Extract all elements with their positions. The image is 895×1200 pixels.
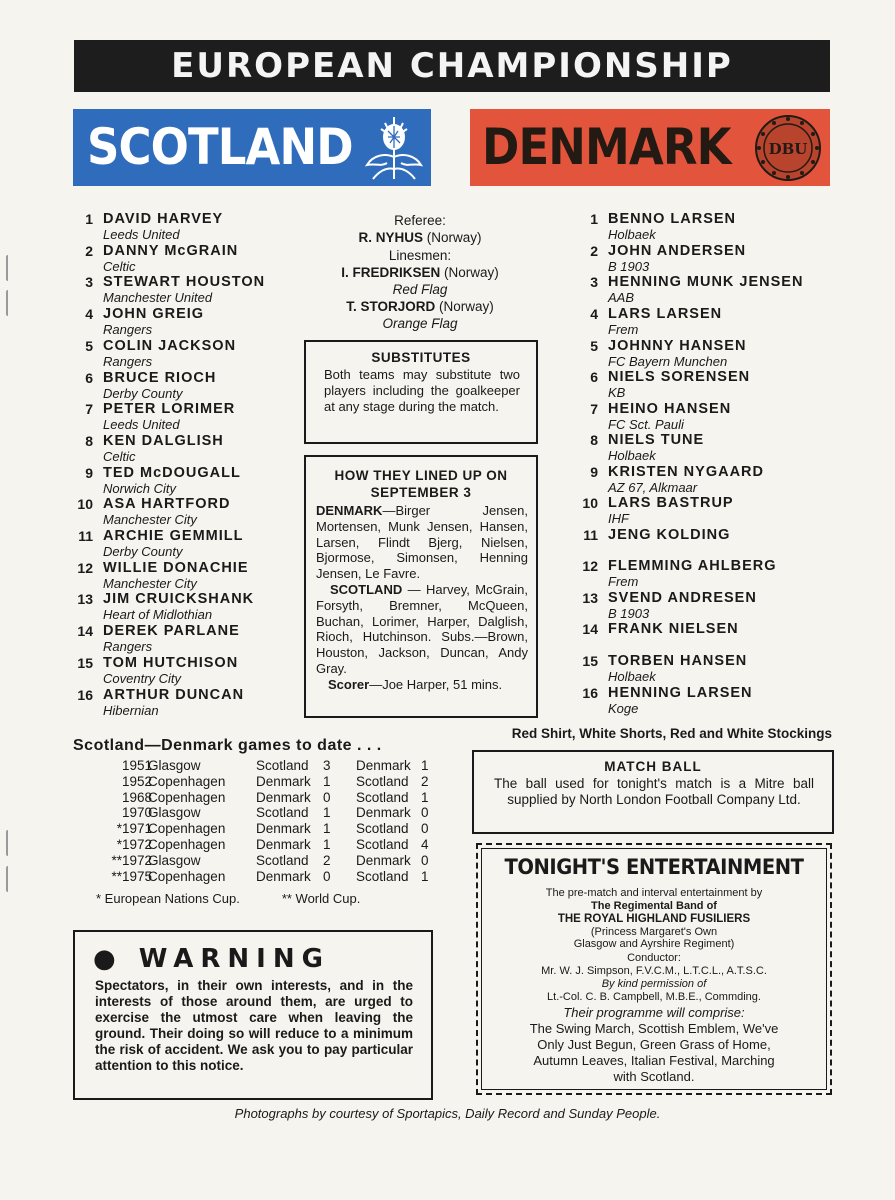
binder-mark (6, 830, 12, 856)
lineups-text: DENMARK—Birger Jensen, Mortensen, Munk Jensen, Hansen, Larsen, Flindt Bjerg, Nielsen, Bjormose, Simonsen, Henning Jensen, Le Favre. SCOTLAND — Harvey, McGrain, Forsyth, Bremner, McQueen, Buchan, Lorimer, Harper, Dalglish, Rioch, Hutchinson. Subs.—Brown, Houston, Jackson, Duncan, Andy Gray. Scorer—Joe Harper, 51 mins. (316, 503, 528, 692)
binder-mark (6, 255, 12, 281)
linesmen-label: Linesmen: (388, 248, 452, 263)
substitutes-title: SUBSTITUTES (371, 350, 471, 365)
player-number: 10 (582, 495, 598, 511)
thistle-icon (363, 113, 425, 183)
player-number: 3 (85, 274, 93, 291)
player-club: Frem (608, 574, 639, 589)
games-cell-year: **1972 (111, 852, 152, 868)
referee: R. NYHUS (Norway) (358, 230, 482, 245)
lineups-box (304, 455, 538, 718)
games-cell-year: *1972 (116, 837, 152, 852)
entertainment-line: Their programme will comprise: (563, 1005, 745, 1020)
entertainment-line: The Swing March, Scottish Emblem, We've (529, 1021, 779, 1036)
games-cell-venue: Glasgow (148, 805, 201, 821)
player-club: Rangers (103, 639, 153, 655)
player-number: 2 (590, 243, 598, 259)
player-name: PETER LORIMER (103, 401, 236, 418)
scotland-label: SCOTLAND (87, 118, 353, 176)
denmark-banner (470, 109, 830, 186)
entertainment-title: TONIGHT'S ENTERTAINMENT (504, 855, 804, 879)
games-cell-year: 1951 (121, 758, 152, 773)
player-number: 8 (85, 432, 93, 449)
linesman-2-flag: Orange Flag (382, 316, 458, 331)
games-cell-home: Scotland (256, 852, 309, 868)
games-cell-away-score: 4 (421, 837, 429, 852)
player-number: 13 (582, 590, 598, 606)
player-club: KB (608, 385, 626, 400)
player-name: ARTHUR DUNCAN (103, 686, 245, 703)
games-cell-year: **1975 (111, 868, 152, 884)
player-number: 12 (582, 558, 598, 574)
games-cell-venue: Glasgow (148, 852, 201, 868)
entertainment-line: Glasgow and Ayrshire Regiment) (573, 938, 735, 950)
player-number: 11 (583, 527, 598, 543)
games-cell-away: Denmark (356, 805, 411, 821)
player-club: B 1903 (608, 259, 650, 274)
player-name: FRANK NIELSEN (608, 621, 739, 637)
warning-title: ● WARNING (93, 944, 330, 974)
scotland-banner (73, 109, 431, 186)
entertainment-line: The Regimental Band of (591, 900, 717, 912)
games-cell-away: Denmark (356, 852, 411, 868)
player-name: DEREK PARLANE (103, 623, 240, 640)
player-name: JOHN ANDERSEN (608, 243, 747, 259)
player-number: 7 (590, 401, 598, 417)
player-number: 12 (77, 559, 93, 576)
entertainment-box (476, 843, 832, 1095)
player-club: Leeds United (103, 417, 180, 433)
games-cell-away: Denmark (356, 758, 411, 773)
player-number: 15 (77, 654, 93, 671)
player-name: BRUCE RIOCH (103, 369, 217, 386)
player-club: FC Sct. Pauli (608, 417, 684, 432)
games-cell-home-score: 2 (323, 852, 331, 868)
games-cell-venue: Copenhagen (148, 868, 226, 884)
games-title: Scotland—Denmark games to date . . . (73, 737, 382, 754)
linesman-2: T. STORJORD (Norway) (346, 299, 494, 314)
warning-text: Spectators, in their own interests, and in the interests of those around them, are urged to exercise the utmost care when leaving the ground. Their doing so will reduce to a minimum the risk of accident. We ask you to pay particular attention to this notice. (95, 978, 413, 1073)
games-cell-year: 1968 (121, 789, 152, 805)
player-number: 13 (77, 591, 93, 608)
player-name: LARS BASTRUP (608, 495, 734, 511)
entertainment-line: Autumn Leaves, Italian Festival, Marching (533, 1053, 775, 1068)
player-name: JENG KOLDING (608, 527, 731, 543)
player-name: WILLIE DONACHIE (103, 559, 249, 576)
player-club: Holbaek (608, 227, 656, 242)
referee-label: Referee: (394, 213, 446, 228)
games-cell-away-score: 0 (421, 805, 429, 821)
games-cell-home: Denmark (256, 821, 311, 837)
games-cell-home-score: 0 (323, 868, 331, 884)
games-cell-venue: Copenhagen (148, 837, 226, 852)
player-club: B 1903 (608, 606, 650, 621)
player-number: 16 (77, 686, 93, 703)
player-club: Holbaek (608, 448, 656, 463)
player-club: Manchester United (103, 290, 213, 306)
games-cell-home-score: 3 (323, 758, 331, 773)
player-number: 1 (590, 211, 598, 227)
games-cell-home: Scotland (256, 758, 309, 773)
games-cell-year: 1952 (121, 773, 152, 789)
games-cell-away: Scotland (356, 821, 409, 837)
player-club: Koge (608, 701, 639, 716)
player-number: 7 (85, 401, 93, 418)
games-cell-year: *1971 (116, 821, 152, 837)
player-number: 11 (78, 528, 93, 544)
player-club: AAB (608, 290, 635, 305)
games-cell-home-score: 1 (323, 773, 331, 789)
player-name: BENNO LARSEN (608, 211, 737, 227)
entertainment-line: with Scotland. (613, 1069, 695, 1084)
player-name: DAVID HARVEY (103, 211, 224, 227)
player-number: 9 (85, 464, 93, 481)
player-number: 14 (582, 621, 598, 637)
games-cell-venue: Copenhagen (148, 789, 226, 805)
substitutes-text: Both teams may substitute two players including the goalkeeper at any stage during the match. (324, 367, 520, 414)
player-name: FLEMMING AHLBERG (608, 558, 777, 574)
player-name: TED McDOUGALL (103, 464, 241, 481)
entertainment-line: By kind permission of (601, 978, 707, 990)
warning-box (73, 930, 433, 1100)
player-number: 15 (582, 653, 598, 669)
denmark-kit: Red Shirt, White Shorts, Red and White Stockings (511, 726, 832, 741)
entertainment-line: THE ROYAL HIGHLAND FUSILIERS (557, 913, 751, 925)
player-name: HENNING LARSEN (608, 685, 753, 701)
games-cell-away-score: 1 (421, 868, 429, 884)
player-club: IHF (608, 511, 629, 526)
entertainment-line: Conductor: (627, 952, 681, 964)
player-name: HENNING MUNK JENSEN (608, 274, 804, 290)
entertainment-line: (Princess Margaret's Own (590, 926, 718, 938)
player-name: COLIN JACKSON (103, 337, 237, 354)
player-number: 4 (85, 306, 93, 323)
games-cell-home: Denmark (256, 868, 311, 884)
games-cell-away-score: 0 (421, 821, 429, 837)
player-club: Derby County (103, 385, 183, 401)
linesman-1-flag: Red Flag (392, 282, 448, 297)
player-name: NIELS TUNE (608, 432, 705, 448)
player-club: Derby County (103, 544, 183, 559)
games-footnote: * European Nations Cup. ** World Cup. (96, 891, 361, 906)
games-cell-home: Denmark (256, 773, 311, 789)
games-cell-venue: Copenhagen (148, 821, 226, 837)
games-cell-home-score: 1 (323, 805, 331, 821)
player-club: Celtic (103, 448, 136, 464)
binder-mark (6, 290, 12, 316)
player-club: FC Bayern Munchen (608, 354, 728, 369)
player-club: Rangers (103, 353, 153, 369)
games-cell-away-score: 1 (421, 789, 429, 805)
games-cell-home-score: 1 (323, 837, 331, 852)
entertainment-line: The pre-match and interval entertainment by (545, 887, 763, 899)
match-ball-text: The ball used for tonight's match is a Mitre ball supplied by North London Football Company Ltd. (494, 776, 814, 807)
player-club: Heart of Midlothian (103, 607, 213, 623)
player-name: DANNY McGRAIN (103, 242, 239, 259)
games-cell-home-score: 0 (323, 789, 331, 805)
games-cell-away: Scotland (356, 868, 409, 884)
games-cell-home-score: 1 (323, 821, 331, 837)
player-number: 1 (85, 211, 93, 227)
player-number: 16 (582, 685, 598, 701)
player-number: 14 (77, 623, 93, 640)
player-name: HEINO HANSEN (608, 401, 732, 417)
player-name: ASA HARTFORD (103, 496, 231, 513)
player-number: 8 (590, 432, 598, 448)
linesman-1: I. FREDRIKSEN (Norway) (341, 265, 499, 280)
player-club: Coventry City (103, 670, 182, 686)
photo-credits: Photographs by courtesy of Sportapics, Daily Record and Sunday People. (234, 1106, 661, 1121)
player-name: STEWART HOUSTON (103, 274, 266, 291)
binder-mark (6, 866, 12, 892)
player-name: KRISTEN NYGAARD (608, 464, 764, 480)
games-cell-home: Denmark (256, 837, 311, 852)
entertainment-line: Mr. W. J. Simpson, F.V.C.M., L.T.C.L., A.T.S.C. (541, 965, 767, 977)
player-number: 2 (85, 242, 93, 259)
player-club: Manchester City (103, 575, 197, 591)
player-club: Manchester City (103, 512, 197, 528)
player-club: Frem (608, 322, 639, 337)
svg-text:DBU: DBU (768, 140, 808, 158)
player-club: Leeds United (103, 227, 180, 242)
player-number: 9 (590, 464, 598, 480)
dbu-crest-icon (754, 114, 822, 182)
entertainment-line: Only Just Begun, Green Grass of Home, (537, 1037, 771, 1052)
entertainment-line: Lt.-Col. C. B. Campbell, M.B.E., Commding. (547, 991, 761, 1003)
player-number: 4 (590, 306, 598, 322)
games-cell-away: Scotland (356, 837, 409, 852)
player-number: 3 (590, 274, 598, 290)
player-number: 6 (590, 369, 598, 385)
player-club: Celtic (103, 258, 136, 274)
games-cell-away: Scotland (356, 789, 409, 805)
player-name: JIM CRUICKSHANK (103, 591, 255, 608)
lineups-title: HOW THEY LINED UP ON SEPTEMBER 3 (334, 468, 508, 500)
match-officials (305, 212, 535, 332)
games-cell-away: Scotland (356, 773, 409, 789)
player-number: 6 (85, 369, 93, 386)
player-club: AZ 67, Alkmaar (608, 480, 698, 495)
player-name: JOHNNY HANSEN (608, 338, 747, 354)
player-name: SVEND ANDRESEN (608, 590, 757, 606)
player-number: 10 (77, 496, 93, 513)
games-cell-away-score: 1 (421, 758, 429, 773)
games-cell-venue: Copenhagen (148, 773, 226, 789)
player-name: LARS LARSEN (608, 306, 723, 322)
match-ball-title: MATCH BALL (604, 759, 702, 774)
player-number: 5 (590, 338, 598, 354)
substitutes-box (304, 340, 538, 444)
games-cell-away-score: 0 (421, 852, 429, 868)
player-number: 5 (85, 337, 93, 354)
player-name: TOM HUTCHISON (103, 654, 239, 671)
match-ball-box (472, 750, 834, 834)
games-cell-home: Scotland (256, 805, 309, 821)
games-cell-year: 1970 (121, 805, 152, 821)
page-title: EUROPEAN CHAMPIONSHIP (74, 40, 830, 92)
games-cell-home: Denmark (256, 789, 311, 805)
player-name: ARCHIE GEMMILL (103, 528, 244, 544)
player-club: Norwich City (103, 480, 176, 496)
player-name: KEN DALGLISH (103, 432, 224, 449)
player-name: NIELS SORENSEN (608, 369, 751, 385)
player-name: TORBEN HANSEN (608, 653, 748, 669)
games-cell-away-score: 2 (421, 773, 429, 789)
player-club: Rangers (103, 322, 153, 338)
player-club: Holbaek (608, 669, 656, 684)
player-name: JOHN GREIG (103, 306, 205, 323)
denmark-label: DENMARK (482, 118, 731, 176)
games-cell-venue: Glasgow (148, 758, 201, 773)
player-club: Hibernian (103, 702, 159, 718)
